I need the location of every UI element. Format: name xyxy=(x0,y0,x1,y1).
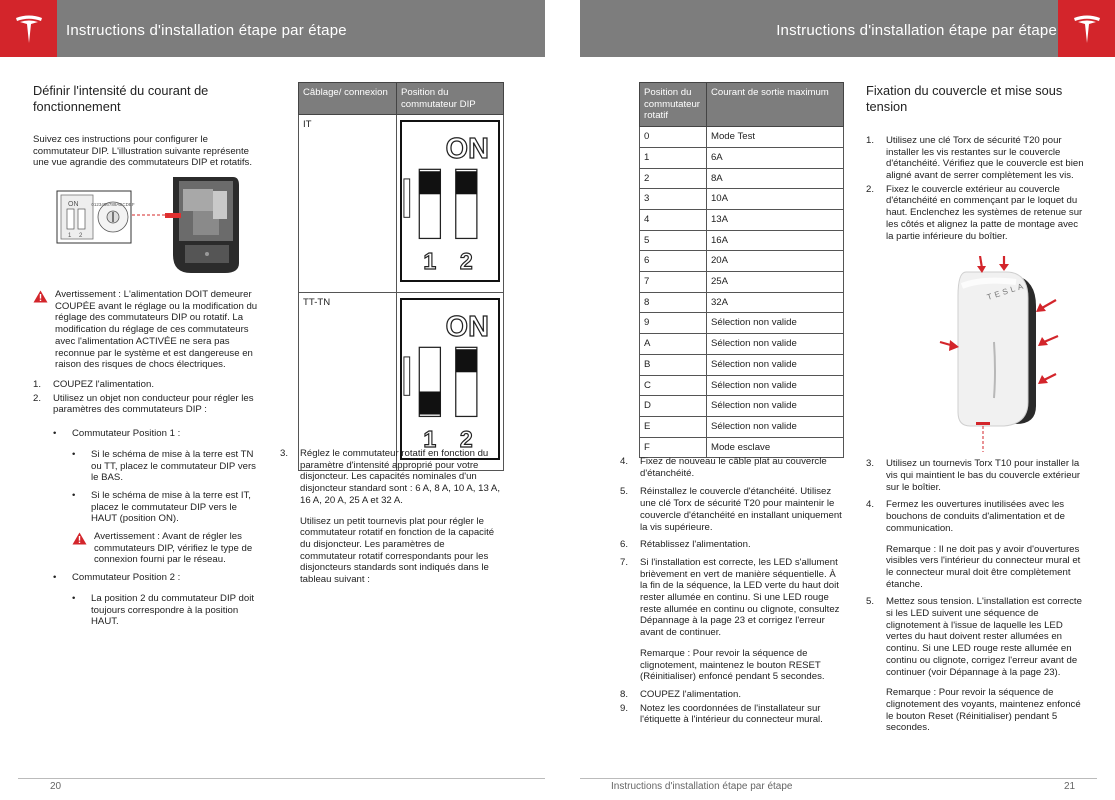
list-item: 5. Réinstallez le couvercle d'étanchéité. Utilisez une clé Torx de sécurité T20 pour maintenir le couvercle d'étanchéité en installant uniquement la vis supérieure. xyxy=(620,486,842,533)
table-row xyxy=(640,251,844,272)
rotary-position-cell: F xyxy=(640,437,707,458)
left-column xyxy=(33,83,265,634)
table-header: Position du commutateur DIP xyxy=(397,83,504,115)
step-note: Remarque : Pour revoir la séquence de clignotement des voyants, maintenez enfoncé le bouton Reset (Réinitialiser) pendant 5 secondes. xyxy=(886,687,1081,734)
warning-icon xyxy=(72,532,87,545)
table-row xyxy=(640,168,844,189)
list-item: 1. Utilisez une clé Torx de sécurité T20 pour installer les vis restantes sur le couvercle d'étanchéité. Vérifiez que le couvercle est bien aligné avant de serrer complètement les vis. xyxy=(866,134,1084,182)
table-header: Courant de sortie maximum xyxy=(706,83,843,127)
dip-switch-diagram-tt-tn xyxy=(400,298,500,460)
step-note: Utilisez un petit tournevis plat pour régler le commutateur rotatif en fonction de la capacité du disjoncteur. Les paramètres de commutateur rotatif correspondants pour les disjoncteurs standards sont indiqués dans le tableau suivant : xyxy=(300,515,495,586)
output-current-cell: 20A xyxy=(706,251,843,272)
rotary-position-cell: E xyxy=(640,416,707,437)
inset-on-label: ON xyxy=(68,201,79,209)
page-title: Instructions d'installation étape par étape xyxy=(776,22,1057,39)
output-current-cell: 16A xyxy=(706,230,843,251)
table-header: Position du commutateur rotatif xyxy=(640,83,707,127)
table-row xyxy=(640,396,844,417)
output-current-cell: Sélection non valide xyxy=(706,416,843,437)
table-row xyxy=(640,416,844,437)
rotary-position-cell: 9 xyxy=(640,313,707,334)
list-item: 2. Utilisez un objet non conducteur pour régler les paramètres des commutateurs DIP : • Commutateur Position 1 : • Si le schéma de mise à la terre est TN ou TT, placez le commutateur DIP vers le BAS. • Si le schéma de mise à la terre est IT, placez le commutateur DIP vers le HAUT (position ON). Avertissement : Avant de régler les commutateurs DIP, vérifiez le type de connexion fourni par le réseau. • Commutateur Position 2 : • La position 2 du commutateur DIP doit toujours correspondre à la position HAUT. xyxy=(33,393,265,628)
footer-title: Instructions d'installation étape par étape xyxy=(611,781,793,792)
output-current-cell: Sélection non valide xyxy=(706,334,843,355)
rotary-position-cell: D xyxy=(640,396,707,417)
rotary-position-cell: 1 xyxy=(640,147,707,168)
table-row xyxy=(640,127,844,148)
right-column xyxy=(866,83,1088,740)
wall-connector-illustration xyxy=(866,256,1088,454)
tesla-logo-icon xyxy=(1058,0,1115,57)
output-current-cell: Mode Test xyxy=(706,127,843,148)
rotary-position-cell: 7 xyxy=(640,272,707,293)
output-current-cell: Sélection non valide xyxy=(706,396,843,417)
right-steps-block xyxy=(620,456,845,728)
wiring-label: IT xyxy=(299,115,397,293)
device-brand-label: TESLA xyxy=(985,281,1027,303)
steps-list xyxy=(866,135,1088,242)
output-current-cell: 8A xyxy=(706,168,843,189)
step-note: Remarque : Il ne doit pas y avoir d'ouvertures visibles vers l'intérieur du connecteur mural et le connecteur mural doit être complètement étanche. xyxy=(886,543,1081,590)
table-row xyxy=(640,354,844,375)
list-item: 6. Rétablissez l'alimentation. xyxy=(620,539,751,551)
list-item: 7. Si l'installation est correcte, les LED s'allument brièvement en vert de manière séquentielle. À la fin de la séquence, la LED verte du haut doit rester allumée en continu. Si une LED rouge reste allumée en continu ou clignote, consultez Dépannage à la page 23 et corrigez l'erreur avant de continuer. Remarque : Pour revoir la séquence de clignotement, maintenez le bouton RESET (Réinitialiser) enfoncé pendant 5 secondes. xyxy=(620,557,845,683)
output-current-cell: Mode esclave xyxy=(706,437,843,458)
output-current-cell: 6A xyxy=(706,147,843,168)
steps-list xyxy=(620,456,845,726)
dip-table-column xyxy=(298,82,504,471)
page-number: 20 xyxy=(50,781,62,792)
warning-text: Avertissement : Avant de régler les commutateurs DIP, vérifiez le type de connexion fourni par le réseau. xyxy=(94,531,253,566)
rotary-position-cell: A xyxy=(640,334,707,355)
dip-num-2: 2 xyxy=(459,426,473,453)
position-2-list xyxy=(72,593,265,628)
tesla-logo-icon xyxy=(0,0,57,57)
dip-num-1: 1 xyxy=(423,426,437,453)
warning-block xyxy=(72,531,265,566)
footer-divider xyxy=(18,778,545,779)
table-row xyxy=(640,189,844,210)
output-current-cell: 10A xyxy=(706,189,843,210)
output-current-cell: 25A xyxy=(706,272,843,293)
dip-rotary-illustration xyxy=(33,175,265,277)
dip-switch-diagram-it xyxy=(400,120,500,282)
rotary-position-cell: 8 xyxy=(640,292,707,313)
list-item: 1. COUPEZ l'alimentation. xyxy=(33,379,155,390)
output-current-cell: Sélection non valide xyxy=(706,354,843,375)
steps-list xyxy=(33,379,265,628)
dip-switch-table xyxy=(298,82,504,471)
table-header: Câblage/ connexion xyxy=(299,83,397,115)
rotary-position-cell: 0 xyxy=(640,127,707,148)
rotary-table-column xyxy=(639,82,844,458)
rotary-position-cell: 4 xyxy=(640,209,707,230)
rotary-position-cell: 6 xyxy=(640,251,707,272)
dip-num-1: 1 xyxy=(423,248,437,275)
steps-list xyxy=(866,458,1088,734)
page-number: 21 xyxy=(1064,781,1076,792)
rotary-position-cell: B xyxy=(640,354,707,375)
dip-on-label: ON xyxy=(445,310,489,343)
intro-paragraph: Suivez ces instructions pour configurer le commutateur DIP. L'illustration suivante représente une vue agrandie des commutateurs DIP et rotatifs. xyxy=(33,133,252,169)
table-row xyxy=(299,115,504,293)
list-item: • La position 2 du commutateur DIP doit toujours correspondre à la position HAUT. xyxy=(72,593,265,628)
section-title: Fixation du couvercle et mise sous tension xyxy=(866,83,1063,114)
dip-on-label: ON xyxy=(445,133,489,166)
list-item: 5. Mettez sous tension. L'installation est correcte si les LED suivent une séquence de clignotement à l'issue de laquelle les LED vertes du haut doivent rester allumées en continu. Si une LED rouge reste allumée en continu ou clignote, corrigez l'erreur avant de continuer (voir Dépannage à la page 23). Remarque : Pour revoir la séquence de clignotement des voyants, maintenez enfoncé le bouton Reset (Réinitialiser) pendant 5 secondes. xyxy=(866,596,1088,734)
inset-switch-num-1: 1 xyxy=(68,233,72,240)
list-item: • Si le schéma de mise à la terre est TN ou TT, placez le commutateur DIP vers le BAS. xyxy=(72,449,265,484)
list-item: 4. Fermez les ouvertures inutilisées avec les bouchons de conduits d'alimentation et de communication. Remarque : Il ne doit pas y avoir d'ouvertures visibles vers l'intérieur du connecteur mural et le connecteur mural doit être complètement étanche. xyxy=(866,499,1088,590)
left-page-header xyxy=(0,0,545,57)
steps-list xyxy=(280,448,502,586)
table-row xyxy=(299,293,504,471)
list-item: • Si le schéma de mise à la terre est IT, placez le commutateur DIP vers le HAUT (position ON). xyxy=(72,490,265,525)
warning-block xyxy=(33,289,265,371)
table-row xyxy=(640,230,844,251)
list-item: 2. Fixez le couvercle extérieur au couvercle d'étanchéité en commençant par le loquet du haut. Enclenchez les systèmes de retenue sur les côtés et alignez la patte de montage avec la partie inférieure du boîtier. xyxy=(866,183,1083,242)
right-page-header xyxy=(580,0,1115,57)
table-row xyxy=(640,209,844,230)
list-item: 3. Réglez le commutateur rotatif en fonction du paramètre d'intensité approprié pour votre disjoncteur. Les capacités nominales d'un disjoncteur standard sont : 6 A, 8 A, 10 A, 13 A, 16 A, 20 A, 25 A et 32 A. Utilisez un petit tournevis plat pour régler le commutateur rotatif en fonction de la capacité du disjoncteur. Les paramètres de commutateur rotatif correspondants pour les disjoncteurs standards sont indiqués dans le tableau suivant : xyxy=(280,448,501,586)
table-row xyxy=(640,292,844,313)
list-item: • Commutateur Position 1 : • Si le schéma de mise à la terre est TN ou TT, placez le commutateur DIP vers le BAS. • Si le schéma de mise à la terre est IT, placez le commutateur DIP vers le HAUT (position ON). Avertissement : Avant de régler les commutateurs DIP, vérifiez le type de connexion fourni par le réseau. xyxy=(53,428,265,566)
footer-divider xyxy=(580,778,1097,779)
list-item: • Commutateur Position 2 : • La position 2 du commutateur DIP doit toujours correspondre à la position HAUT. xyxy=(53,572,265,628)
step-note: Remarque : Pour revoir la séquence de clignotement, maintenez le bouton RESET (Réinitialiser) enfoncé pendant 5 secondes. xyxy=(640,647,825,683)
list-item: 8. COUPEZ l'alimentation. xyxy=(620,688,742,700)
output-current-cell: Sélection non valide xyxy=(706,375,843,396)
inset-switch-num-2: 2 xyxy=(79,233,83,240)
inset-rotary-chars: 0123456789ABCDEF xyxy=(91,202,135,208)
table-row xyxy=(640,437,844,458)
rotary-position-cell: C xyxy=(640,375,707,396)
table-row xyxy=(640,334,844,355)
list-item: 9. Notez les coordonnées de l'installateur sur l'étiquette à l'intérieur du connecteur mural. xyxy=(620,702,823,726)
table-row xyxy=(640,272,844,293)
step-3-block xyxy=(280,448,502,592)
warning-icon xyxy=(33,290,48,303)
output-current-cell: 32A xyxy=(706,292,843,313)
dip-num-2: 2 xyxy=(459,248,473,275)
table-row xyxy=(640,313,844,334)
rotary-position-cell: 3 xyxy=(640,189,707,210)
page-title: Instructions d'installation étape par étape xyxy=(66,22,347,39)
table-row xyxy=(640,147,844,168)
section-title: Définir l'intensité du courant de fonctionnement xyxy=(33,83,209,114)
position-1-list xyxy=(72,449,265,525)
rotary-position-cell: 5 xyxy=(640,230,707,251)
output-current-cell: 13A xyxy=(706,209,843,230)
rotary-switch-table xyxy=(639,82,844,458)
table-row xyxy=(640,375,844,396)
warning-text: Avertissement : L'alimentation DOIT demeurer COUPÉE avant le réglage ou la modification du réglage des commutateurs DIP ou rotatif. La modification du réglage de ces commutateurs avec l'alimentation ACTIVÉE ne sera pas reconnue par le système et est dangereuse en raison des risques de chocs électriques. xyxy=(55,289,258,371)
list-item: 3. Utilisez un tournevis Torx T10 pour installer la vis qui maintient le bas du couvercle extérieur sur le boîtier. xyxy=(866,458,1081,493)
list-item: 4. Fixez de nouveau le câble plat au couvercle d'étanchéité. xyxy=(620,456,827,479)
output-current-cell: Sélection non valide xyxy=(706,313,843,334)
wiring-label: TT-TN xyxy=(299,293,397,471)
rotary-position-cell: 2 xyxy=(640,168,707,189)
switch-positions-list xyxy=(53,428,265,628)
